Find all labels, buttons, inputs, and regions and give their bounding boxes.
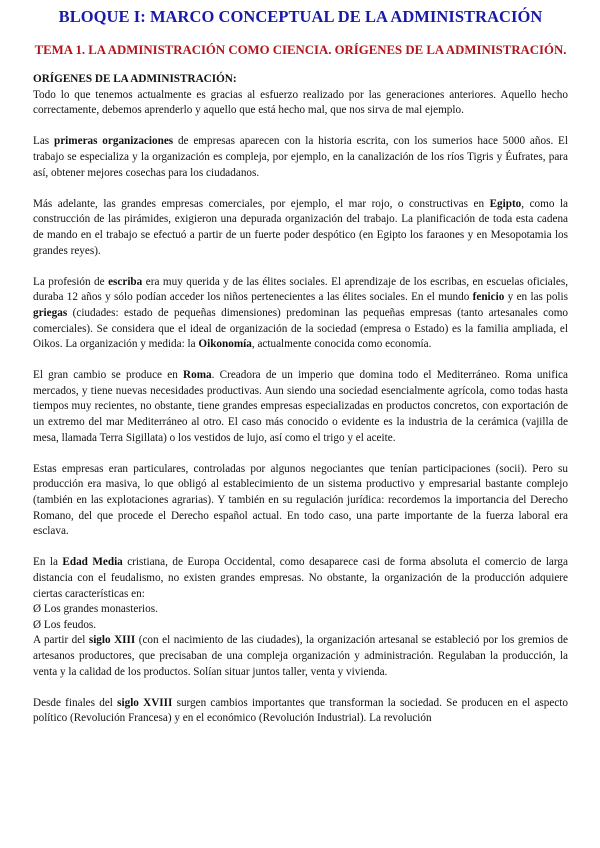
paragraph-7: En la Edad Media cristiana, de Europa Occidental, como desaparece casi de forma absoluta el comercio de larga distancia con el feudalismo, no existen grandes empresas. No obstante, la organización de la producción adquiere ciertas características en: xyxy=(33,556,568,600)
list-item: Ø Los feudos. xyxy=(33,618,97,631)
paragraph-6: Estas empresas eran particulares, controladas por algunos negociantes que tenían participaciones (socii). Pero su producción era masiva, lo que obligó al establecimiento de un sistema productivo y empresarial bastante complejo (también en las explotaciones agrarias). Y también en su regulación jurídica: recordemos la importancia del Derecho Romano, del que procede el Derecho español actual. En todo caso, una parte importante de la fuerza laboral era esclava. xyxy=(33,462,568,538)
topic-title: TEMA 1. LA ADMINISTRACIÓN COMO CIENCIA. ORÍGENES DE LA ADMINISTRACIÓN. xyxy=(34,43,567,57)
paragraph-9: Desde finales del siglo XVIII surgen cambios importantes que transforman la sociedad. Se producen en el aspecto político (Revolución Francesa) y en el económico (Revolución Industrial). La revolución xyxy=(33,696,569,725)
page-title: BLOQUE I: MARCO CONCEPTUAL DE LA ADMINISTRACIÓN xyxy=(58,7,543,26)
paragraph-8: A partir del siglo XIII (con el nacimiento de las ciudades), la organización artesanal se estableció por los gremios de artesanos productores, que precisaban de una compleja organización y administración. Regulaban la producción, la venta y la calidad de los productos. Solían situar juntos taller, venta y vivienda. xyxy=(33,634,568,678)
section-title: ORÍGENES DE LA ADMINISTRACIÓN: xyxy=(33,73,237,85)
paragraph-5: El gran cambio se produce en Roma. Creadora de un imperio que domina todo el Mediterráneo. Roma unifica mercados, y tiene nuevas necesidades productivas. Aun siendo una sociedad esencialmente agrícola, como todas hasta tiempos muy recientes, no obstante, tiene grandes empresas especializadas en productos concretos, con exportación de un extremo del mar Mediterráneo al otro. El caso más conocido o evidente es la industria de la cerámica (vajilla de mesa, llamada Terra Sigillata) o los vestidos de lujo, así como el trigo y el aceite. xyxy=(33,369,568,444)
paragraph-3: Más adelante, las grandes empresas comerciales, por ejemplo, el mar rojo, o constructivas en Egipto, como la construcción de las pirámides, exigieron una depurada organización del trabajo. La planificación de toda esta cadena de mando en el trabajo se efectuó a partir de un fuerte poder despótico (en Egipto los faraones y en Mesopotamia los grandes reyes). xyxy=(33,197,568,257)
paragraph-4: La profesión de escriba era muy querida y de las élites sociales. El aprendizaje de los escribas, en escuelas oficiales, duraba 12 años y sólo podían acceder los niños pertenecientes a las élites sociales. En el mundo fenicio y en las polis griegas (ciudades: estado de pequeñas dimensiones) predominan las pequeñas empresas (tanto artesanales como comerciales). Se considera que el ideal de organización de la sociedad (empresa o Estado) es la familia ampliada, el Oikos. La organización y medida: la Oikonomía, actualmente conocida como economía. xyxy=(33,275,568,351)
paragraph-2: Las primeras organizaciones de empresas aparecen con la historia escrita, con los sumerios hace 5000 años. El trabajo se especializa y la organización es compleja, por ejemplo, en la canalización de los ríos Tigris y Éufrates, para así, obtener mejores cosechas para los ciudadanos. xyxy=(33,135,568,179)
paragraph-1: Todo lo que tenemos actualmente es gracias al esfuerzo realizado por las generaciones anteriores. Aquello hecho correctamente, debemos aprenderlo y aquello que está hecho mal, que nos sirva de mal ejemplo. xyxy=(33,88,568,117)
document-body xyxy=(33,72,568,727)
list-item: Ø Los grandes monasterios. xyxy=(33,603,158,616)
